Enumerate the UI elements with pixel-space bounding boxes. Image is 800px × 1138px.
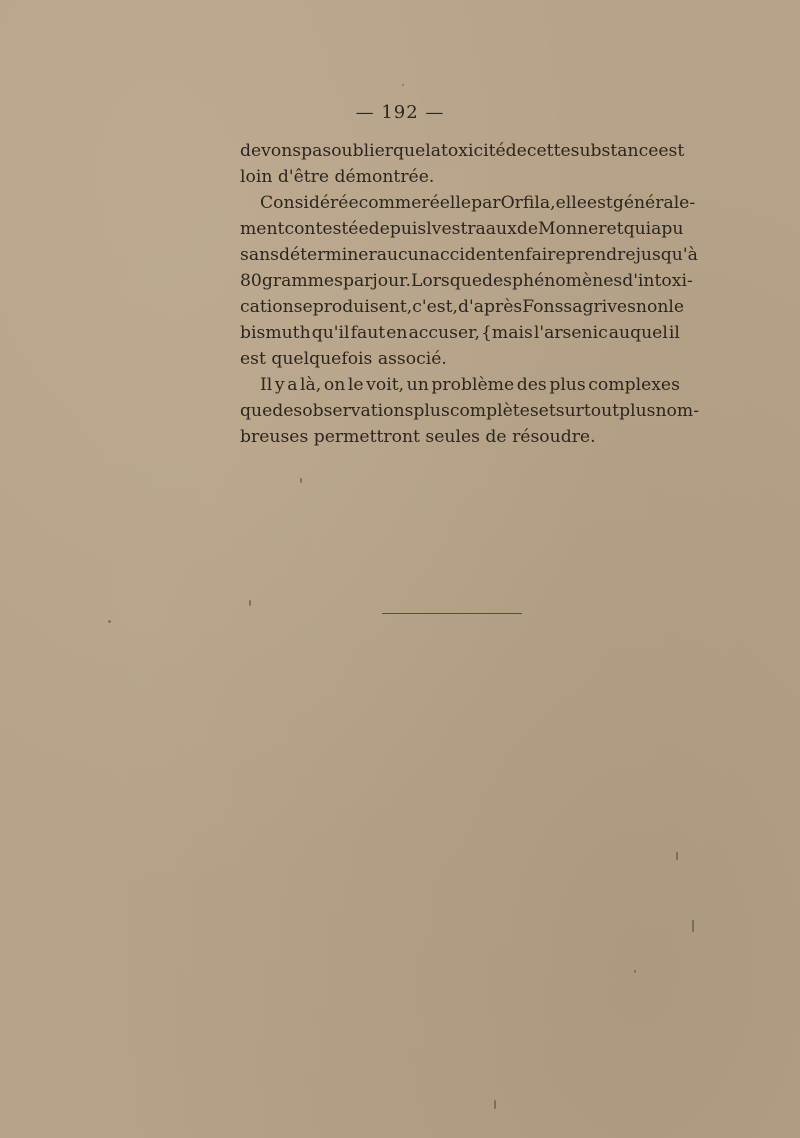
word: plus [549, 375, 586, 395]
word: phénomènes [512, 271, 623, 291]
paper-speck [108, 620, 111, 623]
word: ment [240, 219, 285, 239]
word: en [503, 245, 526, 265]
word: Lorsque [410, 271, 482, 291]
word: jour. [372, 271, 411, 291]
word: des [482, 271, 512, 291]
text-line [240, 294, 685, 320]
word: bismuth [240, 323, 311, 343]
text-line: loin d'être démontrée. [240, 167, 435, 187]
word: il [668, 323, 680, 343]
text-line: est quelquefois associé. [240, 349, 447, 369]
word: d'intoxi- [622, 271, 693, 291]
word: non [635, 297, 669, 317]
word: est [586, 193, 613, 213]
word: le [347, 375, 364, 395]
word: a [287, 375, 298, 395]
word: de [505, 141, 527, 161]
text-line [240, 320, 680, 346]
word: et [538, 401, 556, 421]
word: déterminer [278, 245, 377, 265]
word: accuser, [408, 323, 480, 343]
word: depuis [368, 219, 427, 239]
word: Fonssagrives [522, 297, 636, 317]
word: complètes [449, 401, 539, 421]
word: devons [240, 141, 302, 161]
word: le [668, 297, 685, 317]
word: des [272, 401, 303, 421]
paper-speck [692, 920, 694, 932]
word: substance [570, 141, 659, 161]
word: réelle [421, 193, 472, 213]
word: pas [301, 141, 332, 161]
text-line [240, 242, 698, 268]
word: surtout [555, 401, 620, 421]
text-line [240, 216, 684, 242]
paper-speck [300, 478, 302, 483]
word: prendre [565, 245, 636, 265]
word: {mais [480, 323, 533, 343]
word: Monneret [538, 219, 624, 239]
word: produisent, [312, 297, 413, 317]
word: on [323, 375, 346, 395]
word: a [651, 219, 662, 239]
word: traaux [460, 219, 517, 239]
word: des [516, 375, 547, 395]
word: nom- [655, 401, 700, 421]
word: là, [300, 375, 322, 395]
text-line: breuses permettront seules de résoudre. [240, 427, 596, 447]
word: complexes [588, 375, 680, 395]
word: elle [555, 193, 587, 213]
word: faire [525, 245, 566, 265]
word: lves [426, 219, 461, 239]
body-text [240, 138, 700, 450]
word: cation [240, 297, 294, 317]
text-line [240, 372, 680, 398]
word: en [386, 323, 408, 343]
word: que [393, 141, 426, 161]
word: que [240, 401, 273, 421]
word: auquel [608, 323, 668, 343]
word: pu [661, 219, 684, 239]
word: aucun [376, 245, 430, 265]
word: contestée [284, 219, 369, 239]
word: oublier [331, 141, 394, 161]
section-divider-rule [382, 613, 522, 614]
word: générale- [612, 193, 696, 213]
word: comme [358, 193, 422, 213]
word: Il [260, 375, 273, 395]
word: par [471, 193, 501, 213]
word: faut [350, 323, 386, 343]
word: cette [526, 141, 571, 161]
word: 80 [240, 271, 262, 291]
word: Orfila, [500, 193, 556, 213]
word: un [406, 375, 429, 395]
word: est [658, 141, 685, 161]
word: par [342, 271, 373, 291]
paper-speck [676, 852, 678, 860]
word: sans [240, 245, 279, 265]
paper-speck [249, 600, 251, 606]
word: l'arsenic [533, 323, 608, 343]
word: grammes [261, 271, 343, 291]
word: toxicité [441, 141, 506, 161]
page-number: — 192 — [355, 102, 445, 123]
word: qu'il [311, 323, 350, 343]
paper-speck [634, 970, 636, 973]
word: qui [623, 219, 652, 239]
word: Considérée [260, 193, 359, 213]
word: observations [302, 401, 414, 421]
word: y [274, 375, 285, 395]
word: d'après [458, 297, 523, 317]
word: accident [429, 245, 504, 265]
word: c'est, [412, 297, 458, 317]
word: plus [619, 401, 656, 421]
text-line [240, 138, 685, 164]
text-line [240, 268, 693, 294]
text-line [240, 398, 700, 424]
word: la [425, 141, 442, 161]
word: jusqu'à [635, 245, 698, 265]
paper-speck [494, 1100, 496, 1109]
paper-speck [402, 84, 404, 86]
text-line [240, 190, 696, 216]
word: problème [431, 375, 515, 395]
word: de [516, 219, 539, 239]
word: voit, [366, 375, 405, 395]
word: plus [413, 401, 450, 421]
word: se [293, 297, 313, 317]
